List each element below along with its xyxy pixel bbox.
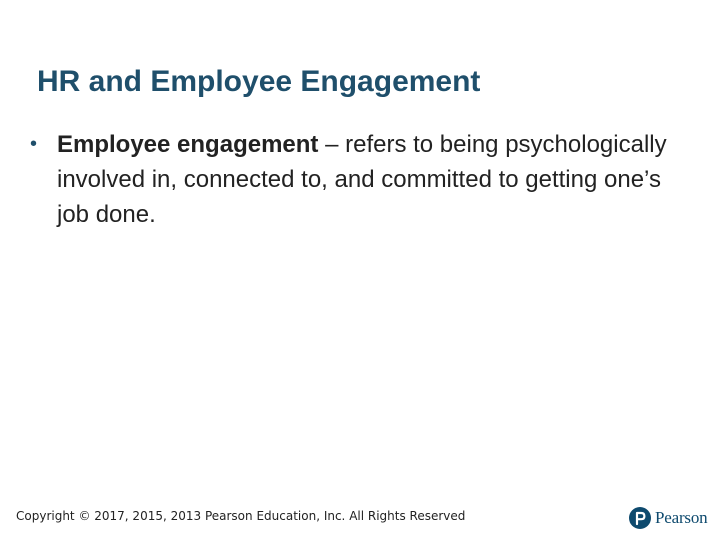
pearson-p-icon-graphic — [629, 507, 651, 529]
pearson-wordmark: Pearson — [655, 508, 708, 527]
pearson-logo — [629, 505, 707, 531]
bullet-term: Employee engagement — [57, 131, 319, 158]
bullet-list — [30, 127, 670, 232]
bullet-item — [30, 127, 670, 232]
bullet-text — [57, 127, 670, 232]
bullet-definition: – refers to being psychologically involved in, connected to, and committed to getting one’s job done. — [57, 131, 667, 228]
slide-title: HR and Employee Engagement — [37, 65, 481, 98]
bullet-marker: • — [30, 133, 38, 155]
pearson-p-icon — [629, 507, 651, 529]
copyright-footer: Copyright © 2017, 2015, 2013 Pearson Education, Inc. All Rights Reserved — [16, 509, 466, 523]
